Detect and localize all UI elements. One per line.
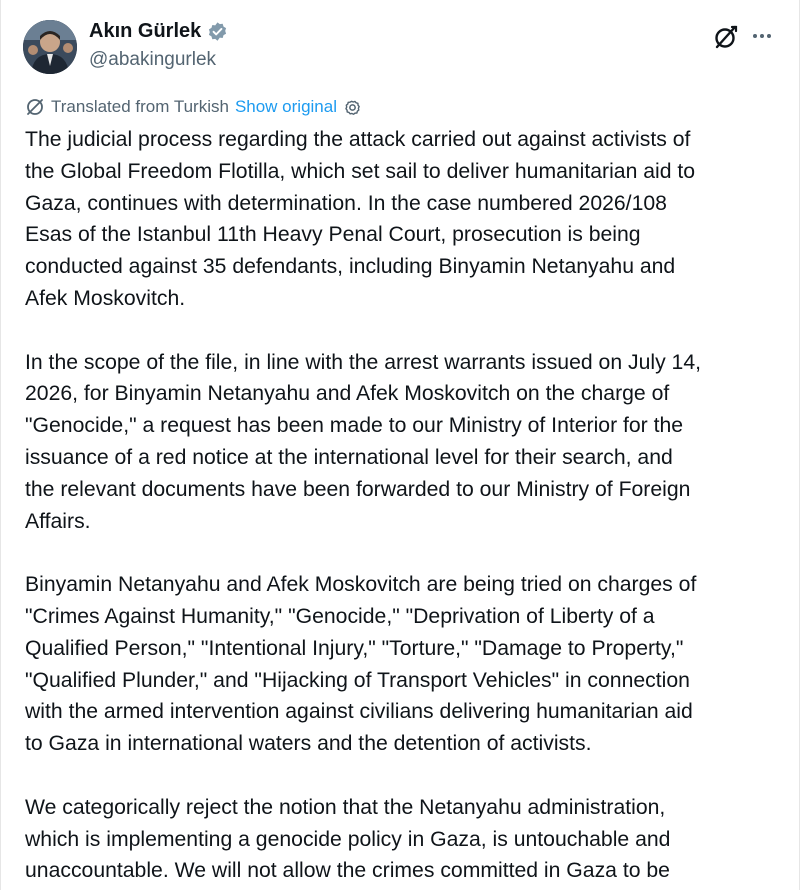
- text-line: "Crimes Against Humanity," "Genocide," "Deprivation of Liberty of a: [25, 604, 655, 628]
- text-line: unaccountable. We will not allow the crimes committed in Gaza to be: [25, 859, 670, 883]
- text-line: In the scope of the file, in line with the arrest warrants issued on July 14,: [25, 350, 702, 374]
- text-line: Affairs.: [25, 509, 91, 533]
- paragraph: [25, 124, 785, 315]
- paragraph: [25, 792, 785, 887]
- show-original-link[interactable]: Show original: [234, 97, 337, 116]
- translate-icon: [25, 97, 45, 117]
- tweet-text: [25, 124, 785, 890]
- verified-badge-icon: [207, 21, 228, 42]
- more-options-icon[interactable]: [748, 22, 776, 50]
- avatar-image: [23, 20, 77, 74]
- translation-settings-icon[interactable]: [343, 98, 362, 117]
- translated-from-label: Translated from Turkish: [51, 97, 229, 116]
- text-line: Afek Moskovitch.: [25, 286, 186, 310]
- text-line: the relevant documents have been forwarded to our Ministry of Foreign: [25, 477, 691, 501]
- text-line: Qualified Person," "Intentional Injury," "Torture," "Damage to Property,": [25, 636, 684, 660]
- text-line: "Genocide," a request has been made to our Ministry of Interior for the: [25, 414, 684, 438]
- text-line: the Global Freedom Flotilla, which set sail to deliver humanitarian aid to: [25, 159, 696, 183]
- paragraph: [25, 569, 785, 760]
- text-line: Esas of the Istanbul 11th Heavy Penal Court, prosecution is being: [25, 223, 641, 247]
- text-line: with the armed intervention against civilians delivering humanitarian aid: [25, 700, 693, 724]
- grok-icon[interactable]: [713, 24, 739, 50]
- text-line: which is implementing a genocide policy in Gaza, is untouchable and: [25, 827, 671, 851]
- text-line: 2026, for Binyamin Netanyahu and Afek Moskovitch on the charge of: [25, 382, 670, 406]
- paragraph: [25, 347, 785, 538]
- text-line: Binyamin Netanyahu and Afek Moskovitch are being tried on charges of: [25, 573, 697, 597]
- text-line: Gaza, continues with determination. In the case numbered 2026/108: [25, 191, 667, 215]
- translation-bar: [25, 97, 362, 117]
- text-line: "Qualified Plunder," and "Hijacking of Transport Vehicles" in connection: [25, 668, 690, 692]
- author-name[interactable]: Akın Gürlek: [89, 20, 202, 42]
- author-handle[interactable]: @abakingurlek: [89, 49, 217, 70]
- avatar[interactable]: [23, 20, 77, 74]
- text-line: We categorically reject the notion that the Netanyahu administration,: [25, 795, 666, 819]
- text-line: The judicial process regarding the attack carried out against activists of: [25, 128, 691, 151]
- text-line: conducted against 35 defendants, including Binyamin Netanyahu and: [25, 255, 676, 279]
- author-name-row[interactable]: [89, 20, 228, 43]
- text-line: issuance of a red notice at the international level for their search, and: [25, 445, 673, 469]
- text-line: to Gaza in international waters and the detention of activists.: [25, 732, 592, 756]
